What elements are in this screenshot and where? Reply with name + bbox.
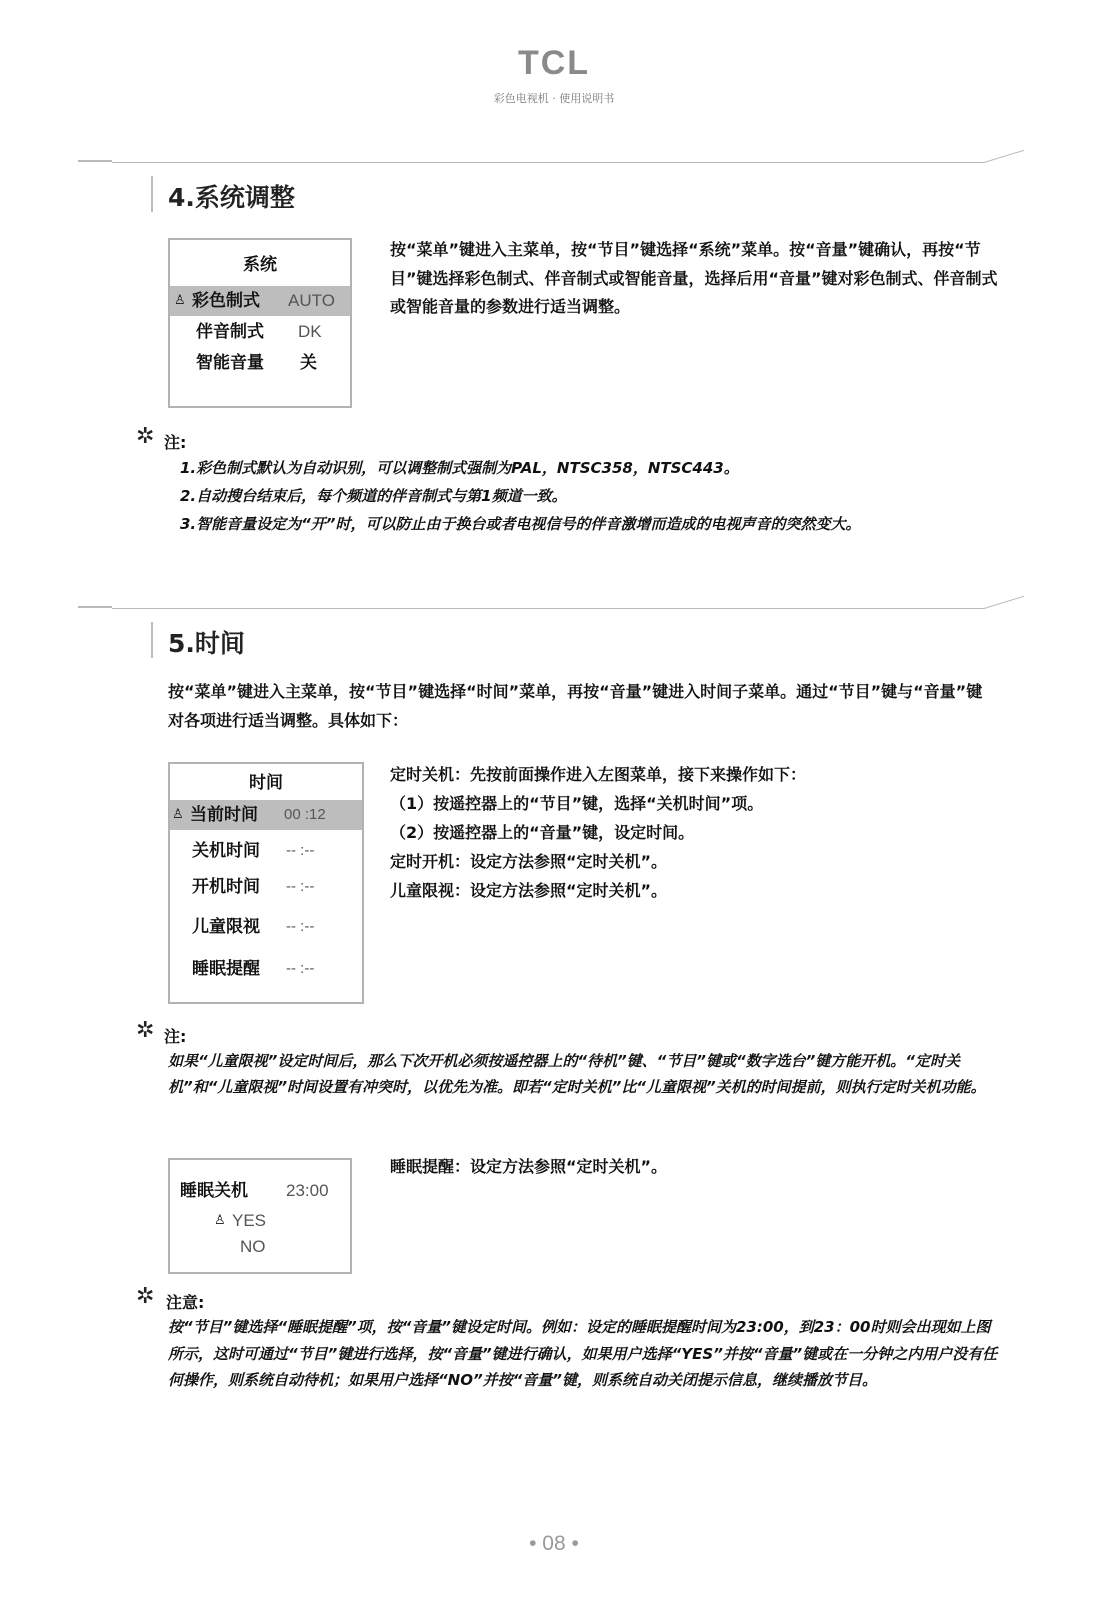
lightbulb-icon: ✲ bbox=[136, 424, 155, 449]
attention-text: 按“节目”键选择“睡眠提醒”项，按“音量”键设定时间。例如：设定的睡眠提醒时间为23:00，到23：00时则会出现如上图所示，这时可通过“节目”键进行选择，按“音量”键进行确认，如果用户选择“YES”并按“音量”键或在一分钟之内用户没有任何操作，则系统自动待机；如果用户选择“NO”并按“音量”键，则系统自动关闭提示信息，继续播放节目。 bbox=[168, 1318, 998, 1389]
menu-row-label: 关机时间 bbox=[192, 841, 260, 861]
menu-row-value: 关 bbox=[300, 353, 317, 373]
section-title: 4.系统调整 bbox=[168, 183, 295, 212]
menu-row[interactable] bbox=[170, 872, 362, 902]
menu-title: 系统 bbox=[243, 255, 277, 275]
page-number: • 08 • bbox=[529, 1532, 579, 1555]
menu-row-label: 伴音制式 bbox=[196, 322, 264, 342]
menu-row-value: -- :-- bbox=[286, 960, 315, 977]
menu-row-value: -- :-- bbox=[286, 918, 315, 935]
section-intro: 按“菜单”键进入主菜单，按“节目”键选择“时间”菜单，再按“音量”键进入时间子菜单。通过“节目”键与“音量”键对各项进行适当调整。具体如下： bbox=[168, 682, 983, 730]
sleep-time: 23:00 bbox=[286, 1181, 329, 1200]
menu-row-value: 00 :12 bbox=[284, 806, 326, 823]
menu-row-label: 开机时间 bbox=[192, 877, 260, 897]
menu-row-label: 睡眠提醒 bbox=[192, 959, 260, 979]
sleep-dialog-box bbox=[168, 1158, 352, 1274]
section-title: 5.时间 bbox=[168, 629, 245, 658]
option-cursor-icon: ♙ bbox=[214, 1213, 226, 1228]
menu-row-value: AUTO bbox=[288, 291, 335, 310]
section-description: 按“菜单”键进入主菜单，按“节目”键选择“系统”菜单。按“音量”键确认，再按“节目”键选择彩色制式、伴音制式或智能音量，选择后用“音量”键对彩色制式、伴音制式或智能音量的参数进行适当调整。 bbox=[390, 240, 998, 316]
note-item: 1.彩色制式默认为自动识别，可以调整制式强制为PAL，NTSC358，NTSC443。 bbox=[180, 459, 739, 477]
menu-cursor-icon: ♙ bbox=[174, 293, 186, 308]
note-text: 如果“儿童限视”设定时间后，那么下次开机必须按遥控器上的“待机”键、“节目”键或“数字选台”键方能开机。“定时关机”和“儿童限视”时间设置有冲突时，以优先为准。即若“定时关机”比“儿童限视”关机的时间提前，则执行定时关机功能。 bbox=[168, 1052, 986, 1096]
menu-row[interactable] bbox=[170, 912, 362, 942]
menu-cursor-icon: ♙ bbox=[172, 807, 184, 822]
section-rule-tail bbox=[984, 150, 1024, 163]
note-label: 注: bbox=[164, 1027, 187, 1046]
section-rule bbox=[112, 162, 984, 163]
time-menu-box bbox=[168, 762, 364, 1004]
brand-logo: TCL bbox=[517, 44, 591, 82]
menu-row[interactable] bbox=[170, 800, 362, 830]
menu-row[interactable] bbox=[170, 317, 350, 347]
menu-row-label: 彩色制式 bbox=[192, 291, 260, 311]
menu-row[interactable] bbox=[170, 954, 362, 984]
sleep-label: 睡眠关机 bbox=[180, 1181, 248, 1201]
note-item: 3.智能音量设定为“开”时，可以防止由于换台或者电视信号的伴音激增而造成的电视声音的突然变大。 bbox=[180, 515, 861, 533]
instruction-line: （1）按遥控器上的“节目”键，选择“关机时间”项。 bbox=[390, 794, 764, 813]
note-label: 注: bbox=[164, 433, 187, 452]
note-item: 2.自动搜台结束后，每个频道的伴音制式与第1频道一致。 bbox=[180, 487, 567, 505]
section-rule-stub bbox=[78, 160, 112, 162]
instruction-line: 儿童限视：设定方法参照“定时关机”。 bbox=[390, 881, 668, 900]
option-no[interactable]: NO bbox=[240, 1237, 266, 1256]
section-rule-tail bbox=[984, 596, 1024, 609]
menu-row-value: -- :-- bbox=[286, 842, 315, 859]
brand-subtitle: 彩色电视机 · 使用说明书 bbox=[493, 92, 615, 105]
system-menu-box bbox=[168, 238, 352, 408]
attention-label: 注意: bbox=[166, 1293, 205, 1312]
section-bar bbox=[151, 622, 153, 658]
menu-row-value: -- :-- bbox=[286, 878, 315, 895]
menu-row[interactable] bbox=[170, 836, 362, 866]
menu-row-label: 儿童限视 bbox=[192, 917, 260, 937]
sleep-reminder-text: 睡眠提醒：设定方法参照“定时关机”。 bbox=[390, 1157, 668, 1176]
menu-row-label: 智能音量 bbox=[196, 353, 264, 373]
lightbulb-icon: ✲ bbox=[136, 1018, 155, 1043]
menu-row-value: DK bbox=[298, 322, 322, 341]
instruction-line: （2）按遥控器上的“音量”键，设定时间。 bbox=[390, 823, 695, 842]
menu-row-label: 当前时间 bbox=[190, 805, 258, 825]
menu-row[interactable] bbox=[170, 286, 350, 316]
instruction-line: 定时关机：先按前面操作进入左图菜单，接下来操作如下： bbox=[390, 765, 807, 784]
menu-title: 时间 bbox=[249, 773, 283, 793]
section-rule-stub bbox=[78, 606, 112, 608]
section-bar bbox=[151, 176, 153, 212]
instruction-line: 定时开机：设定方法参照“定时关机”。 bbox=[390, 852, 668, 871]
menu-row[interactable] bbox=[170, 348, 350, 378]
lightbulb-icon: ✲ bbox=[136, 1284, 155, 1309]
option-yes[interactable]: YES bbox=[232, 1211, 267, 1230]
section-rule bbox=[112, 608, 984, 609]
